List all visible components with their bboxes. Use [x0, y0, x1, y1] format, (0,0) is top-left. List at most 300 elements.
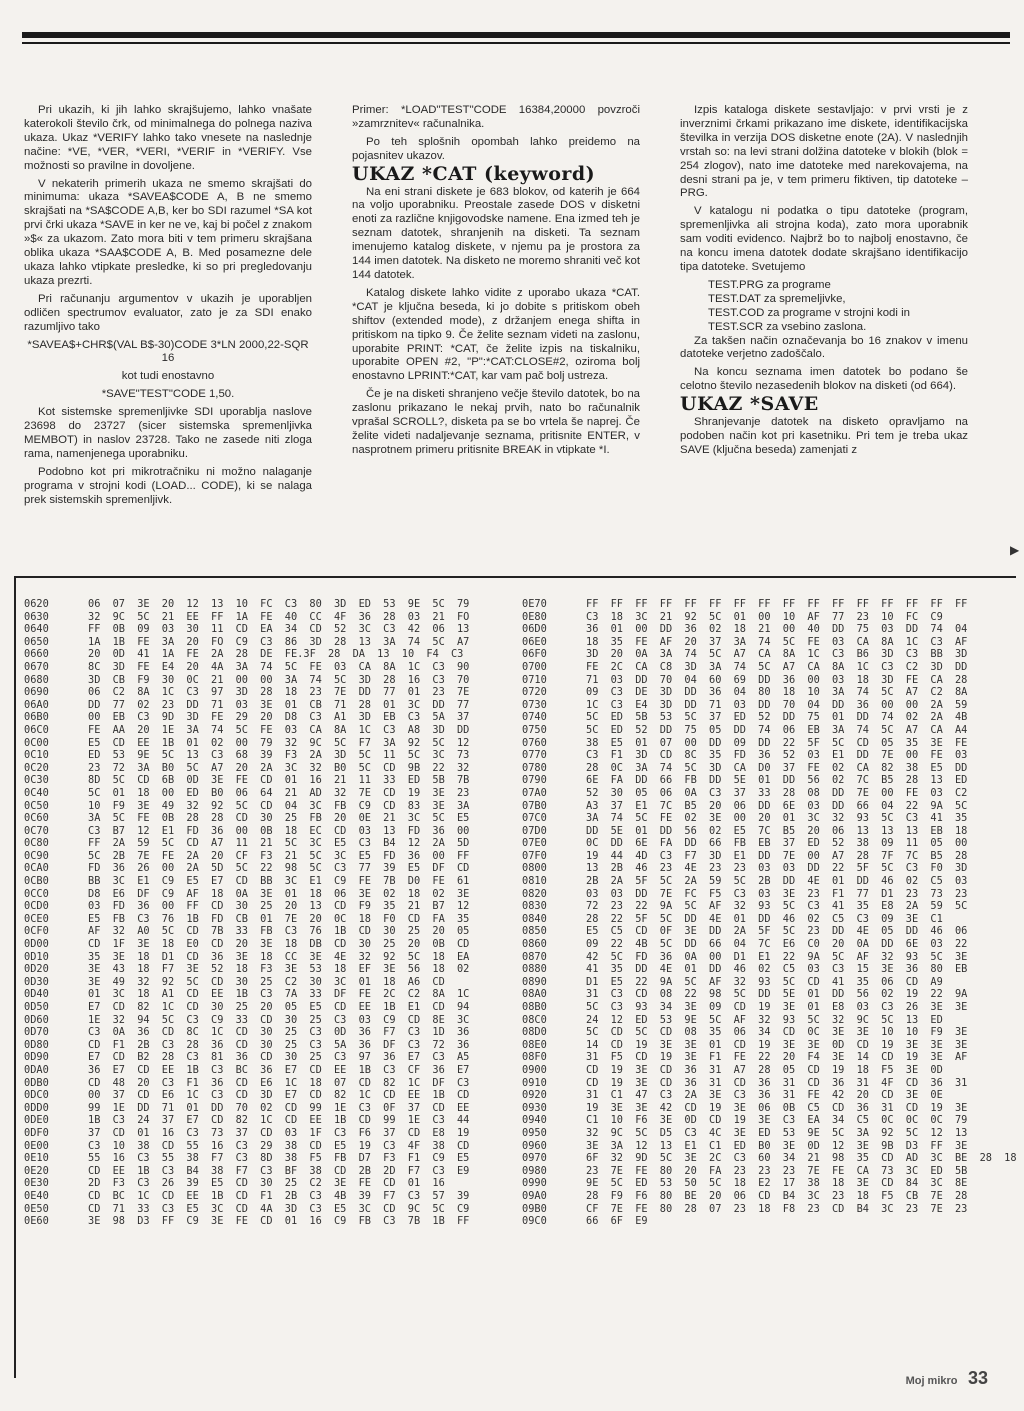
hex-address: 0810: [522, 875, 547, 888]
hex-row: [522, 825, 1017, 838]
hex-bytes: C3 B7 12 E1 FD 36 00 0B 18 EC CD 03 13 FD 36 00: [88, 824, 470, 837]
hex-bytes: 06 C2 8A 1C C3 97 3D 28 18 23 7E DD 77 01 23 7E: [88, 686, 470, 699]
hex-bytes: 41 35 DD 4E 01 DD 46 02 C5 03 C3 15 3E 36 80 EB: [586, 963, 968, 976]
hex-row: [24, 812, 469, 825]
hex-row: [24, 1152, 469, 1165]
hex-bytes: C3 18 3C 21 92 5C 01 00 10 AF 77 23 10 FC C9: [586, 610, 943, 623]
hex-row: [522, 1215, 1017, 1228]
text-column-3: [680, 104, 968, 462]
hex-address: 0760: [522, 736, 547, 749]
hex-address: 07A0: [522, 786, 547, 799]
hex-address: 0D20: [24, 963, 49, 976]
hex-bytes: 5C CD 5C CD 08 35 06 34 CD 0C 3E 3E 10 10 F9 3E: [586, 1026, 968, 1039]
hex-address: 0710: [522, 673, 547, 686]
paragraph: Izpis kataloga diskete sestavljajo: v prvi vrsti je z inverznimi črkami prikazano ime diskete, identifikacijska številka in verzija DOS disketne enote (2A). V naslednjih vrstah so: na levi strani dolžina datoteke v blokih (blok = 254 zlogov), nato ime datoteke med narekovajema, na desni strani pa je, v tem primeru fiktiven, tip datoteke – PRG.: [680, 104, 968, 200]
hex-row: [522, 711, 1017, 724]
hex-bytes: 18 35 FE AF 20 37 3A 74 5C FE 03 CA 8A 1C C3 AF: [586, 635, 968, 648]
hex-bytes: 3D CB F9 30 0C 21 00 00 3A 74 5C 3D 28 16 C3 70: [88, 673, 470, 686]
hex-row: [24, 1051, 469, 1064]
hex-bytes: CD BC 1C CD EE 1B CD F1 2B C3 4B 39 F7 C3 57 39: [88, 1189, 470, 1202]
hex-row: [24, 711, 469, 724]
hex-row: [24, 850, 469, 863]
hex-address: 0C30: [24, 774, 49, 787]
hex-address: 0D30: [24, 975, 49, 988]
hex-row: [522, 661, 1017, 674]
hex-row: [24, 938, 469, 951]
hex-row: [522, 938, 1017, 951]
hex-row: [522, 1127, 1017, 1140]
hex-address: 0730: [522, 698, 547, 711]
paragraph: Shranjevanje datotek na disketo opravljamo na podoben način kot pri kasetniku. Pri tem je treba ukaz SAVE (ključna beseda) zamenjati z: [680, 416, 968, 456]
hex-row: [24, 1127, 469, 1140]
hex-address: 0D90: [24, 1051, 49, 1064]
paragraph: *SAVE"TEST"CODE 1,50.: [101, 388, 235, 401]
hex-row: [24, 787, 469, 800]
hex-address: 08F0: [522, 1051, 547, 1064]
hex-bytes: 10 F9 3E 49 32 92 5C CD 04 3C FB C9 CD 83 3E 3A: [88, 799, 470, 812]
hex-row: [24, 913, 469, 926]
hex-address: 0C70: [24, 824, 49, 837]
hex-bytes: 09 C3 DE 3D DD 36 04 80 18 10 3A 74 5C A7 C2 8A: [586, 686, 968, 699]
hex-bytes: 00 EB C3 9D 3D FE 29 20 D8 C3 A1 3D EB C3 5A 37: [88, 711, 470, 724]
hex-row: [522, 1203, 1017, 1216]
hex-bytes: CD 19 3E CD 36 31 CD 36 31 CD 36 31 4F CD 36 31: [586, 1076, 968, 1089]
hex-row: [24, 888, 469, 901]
hex-bytes: 66 6F E9: [586, 1215, 648, 1228]
hex-address: 0E20: [24, 1164, 49, 1177]
hex-bytes: 13 2B 46 23 4E 23 23 03 03 DD 22 5F 5C C3 F0 3D: [586, 862, 968, 875]
hex-bytes: FF FF FF FF FF FF FF FF FF FF FF FF FF FF FF FF: [586, 598, 968, 610]
hex-address: 0DD0: [24, 1101, 49, 1114]
hex-bytes: E7 CD 82 1C CD 30 25 20 05 E5 CD EE 1B E1 CD 94: [88, 1001, 470, 1013]
hex-row: [522, 1026, 1017, 1039]
hex-address: 0840: [522, 912, 547, 925]
hex-address: 0670: [24, 660, 49, 673]
hex-row: [522, 636, 1017, 649]
hex-address: 0D40: [24, 988, 49, 1001]
hex-address: 0650: [24, 635, 49, 648]
hex-row: [24, 1001, 469, 1014]
hex-address: 0680: [24, 673, 49, 686]
hex-row: [24, 686, 469, 699]
hex-address: 09C0: [522, 1215, 547, 1228]
hex-row: [24, 963, 469, 976]
paragraph: Pri računanju argumentov v ukazih je uporabljen odličen spectrumov evaluator, zato je za SDI enako razumljivo tako: [24, 292, 312, 333]
hex-row: [24, 1014, 469, 1027]
hex-bytes: 5C 2B 7E FE 2A 20 CF F3 21 5C 3C E5 FD 36 00 FF: [88, 849, 470, 862]
paragraph: TEST.PRG za programe: [708, 278, 831, 291]
hex-bytes: 99 1E DD 71 01 DD 70 02 CD 99 1E C3 0F 37 CD EE: [88, 1101, 470, 1114]
paragraph: TEST.COD za programe v strojni kodi in: [708, 306, 910, 319]
hex-bytes: 01 3C 18 A1 CD EE 1B C3 7A 33 DF FE 2C C2 8A 1C: [88, 988, 470, 1001]
hex-row: [522, 611, 1017, 624]
hex-row: [24, 800, 469, 813]
hex-address: 0E50: [24, 1202, 49, 1215]
hex-address: 0720: [522, 686, 547, 699]
hex-row: [522, 1177, 1017, 1190]
hex-row: [24, 611, 469, 624]
hex-row: [24, 951, 469, 964]
hex-bytes: CD F1 2B C3 28 36 CD 30 25 C3 5A 36 DF C3 72 36: [88, 1038, 470, 1051]
paragraph: Če je na disketi shranjeno večje število datotek, bo na zaslonu prikazano le nekaj prvih, nato bo računalnik vprašal SCROLL?, disketa pa se bo vrtela še naprej. Če želite videti nadaljevanje seznama, pritisnite ENTER, v nasprotnem primeru pritisnite BREAK in vtipkate *I.: [352, 388, 640, 456]
hex-row: [24, 1026, 469, 1039]
hex-bytes: D8 E6 DF C9 AF 18 0A 3E 01 18 06 3E 02 18 02 3E: [88, 887, 470, 900]
hex-bytes: 9E 5C ED 53 50 5C 18 E2 17 38 18 3E CD 84 3C 8E: [586, 1177, 968, 1190]
hex-row: [522, 648, 1017, 661]
hex-row: [24, 1102, 469, 1115]
hex-address: 0750: [522, 723, 547, 736]
hex-row: [522, 951, 1017, 964]
paragraph: Po teh splošnih opombah lahko preidemo na pojasnitev ukazov.: [352, 135, 640, 162]
hex-bytes: 0C DD 6E FA DD 66 FB EB 37 ED 52 38 09 11 05 00: [586, 837, 968, 850]
hex-bytes: 1C C3 E4 3D DD 71 03 DD 70 04 DD 36 00 00 2A 59: [586, 698, 968, 711]
hex-row: [522, 1077, 1017, 1090]
hex-listing-right: [522, 598, 1017, 1228]
hex-row: [522, 1190, 1017, 1203]
hex-bytes: 3E 49 32 92 5C CD 30 25 C2 30 3C 01 18 A6 CD: [88, 975, 445, 988]
hex-listing: [14, 576, 1016, 1378]
hex-address: 0920: [522, 1089, 547, 1102]
hex-address: 0DE0: [24, 1114, 49, 1127]
hex-address: 0E10: [24, 1152, 49, 1165]
hex-row: [522, 1114, 1017, 1127]
hex-address: 0D70: [24, 1026, 49, 1039]
hex-row: [24, 900, 469, 913]
hex-bytes: 28 22 5F 5C DD 4E 01 DD 46 02 C5 C3 09 3E C1: [586, 912, 943, 925]
hex-bytes: A3 37 E1 7C B5 20 06 DD 6E 03 DD 66 04 22 9A 5C: [586, 799, 968, 812]
hex-row: [522, 988, 1017, 1001]
hex-bytes: D1 E5 22 9A 5C AF 32 93 5C CD 41 35 06 CD A9: [586, 975, 943, 988]
hex-bytes: 72 23 22 9A 5C AF 32 93 5C C3 41 35 E8 2A 59 5C: [586, 900, 968, 913]
hex-row: [522, 900, 1017, 913]
hex-row: [522, 913, 1017, 926]
hex-address: 0CA0: [24, 862, 49, 875]
section-heading: UKAZ *CAT (keyword): [352, 162, 596, 185]
hex-row: [24, 623, 469, 636]
hex-listing-left: [24, 598, 469, 1228]
hex-bytes: CD 19 3E CD 36 31 A7 28 05 CD 19 18 F5 3E 0D: [586, 1063, 943, 1076]
hex-row: [522, 888, 1017, 901]
hex-bytes: AF 32 A0 5C CD 7B 33 FB C3 76 1B CD 30 25 20 05: [88, 925, 470, 938]
hex-bytes: 8D 5C CD 6B 0D 3E FE CD 01 16 21 11 33 ED 5B 7B: [88, 774, 470, 787]
hex-address: 0C80: [24, 837, 49, 850]
hex-row: [522, 925, 1017, 938]
hex-row: [522, 1014, 1017, 1027]
hex-bytes: C3 10 38 CD 55 16 C3 29 38 CD E5 19 C3 4F 38 CD: [88, 1139, 470, 1152]
hex-bytes: 3E 98 D3 FF C9 3E FE CD 01 16 C9 FB C3 7B 1B FF: [88, 1215, 470, 1228]
hex-address: 0C00: [24, 736, 49, 749]
hex-bytes: C1 10 F6 3E 0D CD 19 3E C3 EA 34 C5 0C 0C 0C 79: [586, 1114, 968, 1127]
hex-address: 08C0: [522, 1013, 547, 1026]
hex-address: 0C10: [24, 749, 49, 762]
paragraph: Pri ukazih, ki jih lahko skrajšujemo, lahko vnašate katerokoli število črk, od minimalnega do polnega naziva ukaza. Ukaz *VERIFY lahko tako vnesete na naslednje načine: *VE, *VER, *VERI, *VERIF in *VERIFY. Vse možnosti so pravilne in dovoljene.: [24, 104, 312, 172]
hex-address: 0C60: [24, 812, 49, 825]
hex-row: [24, 648, 469, 661]
hex-address: 0DA0: [24, 1063, 49, 1076]
hex-row: [522, 623, 1017, 636]
hex-address: 0E60: [24, 1215, 49, 1228]
hex-row: [522, 1152, 1017, 1165]
hex-bytes: 71 03 DD 70 04 60 69 DD 36 00 03 18 3D FE CA 28: [586, 673, 968, 686]
hex-address: 0910: [522, 1076, 547, 1089]
hex-bytes: 03 03 DD 7E FC F5 C3 03 3E 23 F1 77 D1 23 73 23: [586, 887, 968, 900]
hex-bytes: CF 7E FE 80 28 07 23 18 F8 23 CD B4 3C 23 7E 23: [586, 1202, 968, 1215]
hex-bytes: 5C 01 18 00 ED B0 06 64 21 AD 32 7E CD 19 3E 23: [88, 786, 470, 799]
text-column-1: [24, 104, 312, 511]
hex-row: [522, 1089, 1017, 1102]
hex-bytes: 20 0D 41 1A FE 2A 28 DE FE.3F 28 DA 13 10 F4 C3: [88, 648, 464, 661]
hex-bytes: 6F 32 9D 5C 3E 2C C3 60 34 21 98 35 CD AD 3C BE 28 18: [586, 1152, 1017, 1165]
hex-address: 0DF0: [24, 1126, 49, 1139]
hex-address: 0C40: [24, 786, 49, 799]
hex-row: [24, 737, 469, 750]
hex-address: 0800: [522, 862, 547, 875]
hex-row: [522, 837, 1017, 850]
hex-address: 0880: [522, 963, 547, 976]
hex-address: 0C90: [24, 849, 49, 862]
hex-row: [522, 875, 1017, 888]
paragraph: kot tudi enostavno: [121, 370, 215, 383]
hex-row: [522, 1102, 1017, 1115]
hex-bytes: C3 F1 3D CD 8C 35 FD 36 52 03 E1 DD 7E 00 FE 03: [586, 749, 968, 762]
hex-address: 0700: [522, 660, 547, 673]
hex-bytes: 8C 3D FE E4 20 4A 3A 74 5C FE 03 CA 8A 1C C3 90: [88, 660, 470, 673]
hex-bytes: E5 CD EE 1B 01 02 00 79 32 9C 5C F7 3A 92 5C 12: [88, 736, 470, 749]
hex-address: 0860: [522, 938, 547, 951]
hex-bytes: 3D 20 0A 3A 74 5C A7 CA 8A 1C C3 B6 3D C3 BB 3D: [586, 648, 968, 661]
hex-row: [24, 875, 469, 888]
hex-row: [24, 976, 469, 989]
hex-bytes: 32 9C 5C D5 C3 4C 3E ED 53 9E 5C 3A 92 5C 12 13: [586, 1126, 968, 1139]
hex-address: 0640: [24, 623, 49, 636]
hex-address: 07C0: [522, 812, 547, 825]
hex-row: [24, 636, 469, 649]
hex-address: 0830: [522, 900, 547, 913]
hex-address: 0950: [522, 1126, 547, 1139]
hex-bytes: 2B 2A 5F 5C 2A 59 5C 2B DD 4E 01 DD 46 02 C5 03: [586, 875, 968, 888]
hex-address: 0770: [522, 749, 547, 762]
hex-bytes: 19 44 4D C3 F7 3D E1 DD 7E 00 A7 28 7F 7C B5 28: [586, 849, 968, 862]
hex-bytes: 31 C1 47 C3 2A 3E C3 36 31 FE 42 20 CD 3E 0E: [586, 1089, 943, 1102]
hex-row: [24, 1064, 469, 1077]
hex-row: [522, 699, 1017, 712]
hex-bytes: 5C C3 93 34 3E 09 CD 19 3E 01 E8 03 C3 26 3E 3E: [586, 1001, 968, 1013]
hex-address: 0CB0: [24, 875, 49, 888]
hex-bytes: FF 2A 59 5C CD A7 11 21 5C 3C E5 C3 B4 12 2A 5D: [88, 837, 470, 850]
hex-address: 0D80: [24, 1038, 49, 1051]
hex-bytes: FE AA 20 1E 3A 74 5C FE 03 CA 8A 1C C3 A8 3D DD: [88, 723, 470, 736]
hex-address: 0780: [522, 761, 547, 774]
hex-address: 0740: [522, 711, 547, 724]
hex-row: [24, 661, 469, 674]
hex-address: 0CE0: [24, 912, 49, 925]
hex-bytes: 31 F5 CD 19 3E F1 FE 22 20 F4 3E 14 CD 19 3E AF: [586, 1051, 968, 1064]
hex-address: 0CC0: [24, 887, 49, 900]
hex-address: 06E0: [522, 635, 547, 648]
paragraph: Katalog diskete lahko vidite z uporabo ukaza *CAT. *CAT je ključna beseda, ki jo dobite s pritiskom obeh shiftov (extended mode), z držanjem enega shifta in pritiskom na tipko 9. Če želite seznam videti na zaslonu, uporabite PRINT: *CAT, če želite izpis na tiskalniku, uporabite OPEN #2, "P":*CAT:CLOSE#2, oziroma bolj enostavno LPRINT:*CAT, kar vam pač bolj ustreza.: [352, 286, 640, 383]
hex-row: [24, 598, 469, 611]
hex-row: [522, 598, 1017, 611]
hex-address: 07E0: [522, 837, 547, 850]
hex-bytes: 52 30 05 06 0A C3 37 33 28 08 DD 7E 00 FE 03 C2: [586, 786, 968, 799]
hex-address: 0DC0: [24, 1089, 49, 1102]
hex-bytes: 6E FA DD 66 FB DD 5E 01 DD 56 02 7C B5 28 13 ED: [586, 774, 968, 787]
hex-row: [522, 1039, 1017, 1052]
hex-row: [24, 749, 469, 762]
hex-bytes: 00 37 CD E6 1C C3 CD 3D E7 CD 82 1C CD EE 1B CD: [88, 1089, 470, 1102]
hex-bytes: 24 12 ED 53 9E 5C AF 32 93 5C 32 9C 5C 13 ED: [586, 1013, 943, 1026]
hex-address: 08A0: [522, 988, 547, 1001]
hex-address: 09A0: [522, 1189, 547, 1202]
hex-row: [522, 1001, 1017, 1014]
hex-bytes: 06 07 3E 20 12 13 10 FC C3 80 3D ED 53 9E 5C 79: [88, 598, 470, 610]
hex-row: [522, 1051, 1017, 1064]
hex-bytes: 1E 32 94 5C C3 C9 33 CD 30 25 C3 03 C9 CD 8E 3C: [88, 1013, 470, 1026]
hex-row: [522, 800, 1017, 813]
hex-address: 06F0: [522, 648, 547, 661]
hex-address: 0870: [522, 950, 547, 963]
hex-address: 0D10: [24, 950, 49, 963]
hex-address: 06D0: [522, 623, 547, 636]
hex-address: 0CD0: [24, 900, 49, 913]
hex-address: 0DB0: [24, 1076, 49, 1089]
hex-address: 0D50: [24, 1001, 49, 1013]
top-rule: [22, 32, 1010, 38]
paragraph: Za takšen način označevanja bo 16 znakov v imenu datoteke verjetno zadoščalo.: [680, 334, 968, 361]
text-column-2: [352, 104, 640, 462]
hex-bytes: FF 0B 09 03 30 11 CD EA 34 CD 52 3C C3 42 06 13: [88, 623, 470, 636]
hex-bytes: 14 CD 19 3E 3E 01 CD 19 3E 3E 0D CD 19 3E 3E 3E: [586, 1038, 968, 1051]
hex-row: [24, 1077, 469, 1090]
hex-bytes: DD 5E 01 DD 56 02 E5 7C B5 20 06 13 13 13 EB 18: [586, 824, 968, 837]
hex-address: 07B0: [522, 799, 547, 812]
hex-bytes: 5C ED 5B 53 5C 37 ED 52 DD 75 01 DD 74 02 2A 4B: [586, 711, 968, 724]
paragraph: Kot sistemske spremenljivke SDI uporablja naslove 23698 do 23727 (sicer sistemska spremenljivka MEMBOT) in naslov 23728. Tako ne zasede niti zloga rama, namenjenega uporabniku.: [24, 406, 312, 460]
paragraph: TEST.DAT za spremeljivke,: [708, 292, 846, 305]
hex-row: [522, 862, 1017, 875]
hex-row: [24, 1089, 469, 1102]
hex-bytes: 1A 1B FE 3A 20 FO C9 C3 86 3D 28 13 3A 74 5C A7: [88, 635, 470, 648]
hex-row: [24, 825, 469, 838]
hex-bytes: FE 2C CA C8 3D 3A 74 5C A7 CA 8A 1C C3 C2 3D DD: [586, 660, 968, 673]
hex-bytes: 3A 74 5C FE 02 3E 00 20 01 3C 32 93 5C C3 41 35: [586, 812, 968, 825]
hex-address: 0660: [24, 648, 49, 661]
hex-row: [522, 686, 1017, 699]
hex-bytes: E5 C5 CD 0F 3E DD 2A 5F 5C 23 DD 4E 05 DD 46 06: [586, 925, 968, 938]
hex-row: [24, 674, 469, 687]
hex-bytes: 5C ED 52 DD 75 05 DD 74 06 EB 3A 74 5C A7 CA A4: [586, 723, 968, 736]
hex-bytes: 42 5C FD 36 0A 00 D1 E1 22 9A 5C AF 32 93 5C 3E: [586, 950, 968, 963]
hex-address: 0D00: [24, 938, 49, 951]
hex-address: 0620: [24, 598, 49, 610]
paragraph: V nekaterih primerih ukaza ne smemo skrajšati do minimuma: ukaza *SAVEA$CODE A, B ne smemo skrajšati na *SA$CODE A,B, ker bo SDI razumel *SA kot prvi črki ukaza *SAVE in ker ne ve, kaj bi počel z znakom »$« za ukazom. Zato mora biti v tem primeru skrajšana oblika ukaza *SAA$CODE A, B. Med posamezne dele ukaza lahko vtipkate presledke, ki so pri pregledovanju ukaza prezrti.: [24, 177, 312, 287]
paragraph: TEST.SCR za vsebino zaslona.: [708, 320, 867, 333]
hex-address: 0940: [522, 1114, 547, 1127]
hex-row: [24, 762, 469, 775]
hex-address: 0CF0: [24, 925, 49, 938]
hex-address: 0E40: [24, 1189, 49, 1202]
hex-bytes: 28 F9 F6 80 BE 20 06 CD B4 3C 23 18 F5 CB 7E 28: [586, 1189, 968, 1202]
hex-address: 0850: [522, 925, 547, 938]
hex-row: [522, 976, 1017, 989]
hex-row: [24, 724, 469, 737]
hex-bytes: 37 CD 01 16 C3 73 37 CD 03 1F C3 F6 37 CD E8 19: [88, 1126, 470, 1139]
hex-bytes: 28 0C 3A 74 5C 3D CA D0 37 FE 02 CA 82 38 E5 DD: [586, 761, 968, 774]
hex-bytes: 55 16 C3 55 38 F7 C3 8D 38 F5 FB D7 F3 F1 C9 E5: [88, 1152, 470, 1165]
hex-address: 06A0: [24, 698, 49, 711]
top-rule-thin: [22, 42, 1010, 44]
hex-bytes: 3E 3A 12 13 E1 C1 ED B0 3E 0D 12 3E 9B D3 FF 3E: [586, 1139, 968, 1152]
hex-row: [522, 850, 1017, 863]
hex-address: 0690: [24, 686, 49, 699]
hex-row: [24, 1140, 469, 1153]
hex-address: 06B0: [24, 711, 49, 724]
hex-row: [522, 812, 1017, 825]
hex-row: [24, 925, 469, 938]
hex-row: [522, 1064, 1017, 1077]
hex-bytes: 19 3E 3E 42 CD 19 3E 06 0B C5 CD 36 31 CD 19 3E: [586, 1101, 968, 1114]
hex-address: 0980: [522, 1164, 547, 1177]
hex-address: 07F0: [522, 849, 547, 862]
hex-bytes: CD EE 1B C3 B4 38 F7 C3 BF 38 CD 2B 2D F7 C3 E9: [88, 1164, 470, 1177]
hex-row: [522, 762, 1017, 775]
hex-bytes: E5 FB C3 76 1B FD CB 01 7E 20 0C 18 F0 CD FA 35: [88, 912, 470, 925]
hex-row: [522, 724, 1017, 737]
hex-row: [24, 1165, 469, 1178]
hex-row: [24, 988, 469, 1001]
hex-address: 0D60: [24, 1013, 49, 1026]
hex-address: 0900: [522, 1063, 547, 1076]
hex-address: 08E0: [522, 1038, 547, 1051]
hex-address: 0E00: [24, 1139, 49, 1152]
hex-bytes: CD 71 33 C3 E5 3C CD 4A 3D C3 E5 3C CD 9C 5C C9: [88, 1202, 470, 1215]
paragraph: Podobno kot pri mikrotračniku ni možno nalaganje programa v strojni kodi (LOAD... CODE), ki se nalaga prek sistemskih spremenljivk.: [24, 465, 312, 506]
hex-row: [24, 699, 469, 712]
hex-bytes: 1B C3 24 37 E7 CD 82 1C CD EE 1B CD 99 1E C3 44: [88, 1114, 470, 1127]
hex-row: [24, 837, 469, 850]
hex-address: 08D0: [522, 1026, 547, 1039]
paragraph: Na koncu seznama imen datotek bo podano še celotno število nezasedenih blokov na disketi (od 664).: [680, 366, 968, 393]
hex-row: [522, 1165, 1017, 1178]
hex-row: [24, 1190, 469, 1203]
hex-row: [522, 963, 1017, 976]
hex-bytes: 09 22 4B 5C DD 66 04 7C E6 C0 20 0A DD 6E 03 22: [586, 938, 968, 951]
paragraph: V katalogu ni podatka o tipu datoteke (program, spremenljivka ali strojna koda), zato mora uporabnik sam voditi evidenco. Najbrž bo to najbolj enostavno, če na koncu imena datotek dodate skrajšano identifikacijo tipa datoteke. Svetujemo: [680, 205, 968, 273]
page-footer: [906, 1368, 988, 1389]
hex-bytes: 32 9C 5C 21 EE FF 1A FE 40 CC 4F 36 28 03 21 FO: [88, 610, 470, 623]
hex-bytes: 23 72 3A B0 5C A7 20 2A 3C 32 B0 5C CD 9B 22 32: [88, 761, 470, 774]
page-number: 33: [967, 1368, 988, 1388]
hex-address: 0990: [522, 1177, 547, 1190]
hex-row: [522, 737, 1017, 750]
hex-address: 09B0: [522, 1202, 547, 1215]
hex-row: [522, 1140, 1017, 1153]
hex-bytes: 03 FD 36 00 FF CD 30 25 20 13 CD F9 35 21 B7 12: [88, 900, 470, 913]
hex-bytes: 31 C3 CD 08 22 98 5C DD 5E 01 DD 56 02 19 22 9A: [586, 988, 968, 1001]
hex-bytes: C3 0A 36 CD 8C 1C CD 30 25 C3 0D 36 F7 C3 1D 36: [88, 1026, 470, 1039]
hex-bytes: 36 E7 CD EE 1B C3 BC 36 E7 CD EE 1B C3 CF 36 E7: [88, 1063, 470, 1076]
hex-row: [24, 862, 469, 875]
section-heading: UKAZ *SAVE: [680, 393, 819, 416]
hex-bytes: E7 CD B2 28 C3 81 36 CD 30 25 C3 97 36 E7 C3 A5: [88, 1051, 470, 1064]
paragraph: *SAVEA$+CHR$(VAL B$-30)CODE 3*LN 2000,22-SQR 16: [27, 338, 309, 365]
hex-row: [24, 1039, 469, 1052]
hex-address: 08B0: [522, 1001, 547, 1013]
paragraph: Na eni strani diskete je 683 blokov, od katerih je 664 na voljo uporabniku. Preostale zasede DOS v disketni enoti za različne knjigovodske namene. Ena izmed teh je seznam datotek, shranjenih na disketi. Ta seznam imenujemo katalog diskete, v njemu pa je prostora za 144 imen datotek. Na disketo ne moremo shraniti več kot 144 datotek.: [352, 185, 640, 281]
hex-bytes: ED 53 9E 5C 13 C3 68 39 F3 2A 3D 5C 11 5C 3C 73: [88, 749, 470, 762]
hex-bytes: 36 01 00 DD 36 02 18 21 00 40 DD 75 03 DD 74 04: [586, 623, 968, 636]
hex-address: 0930: [522, 1101, 547, 1114]
